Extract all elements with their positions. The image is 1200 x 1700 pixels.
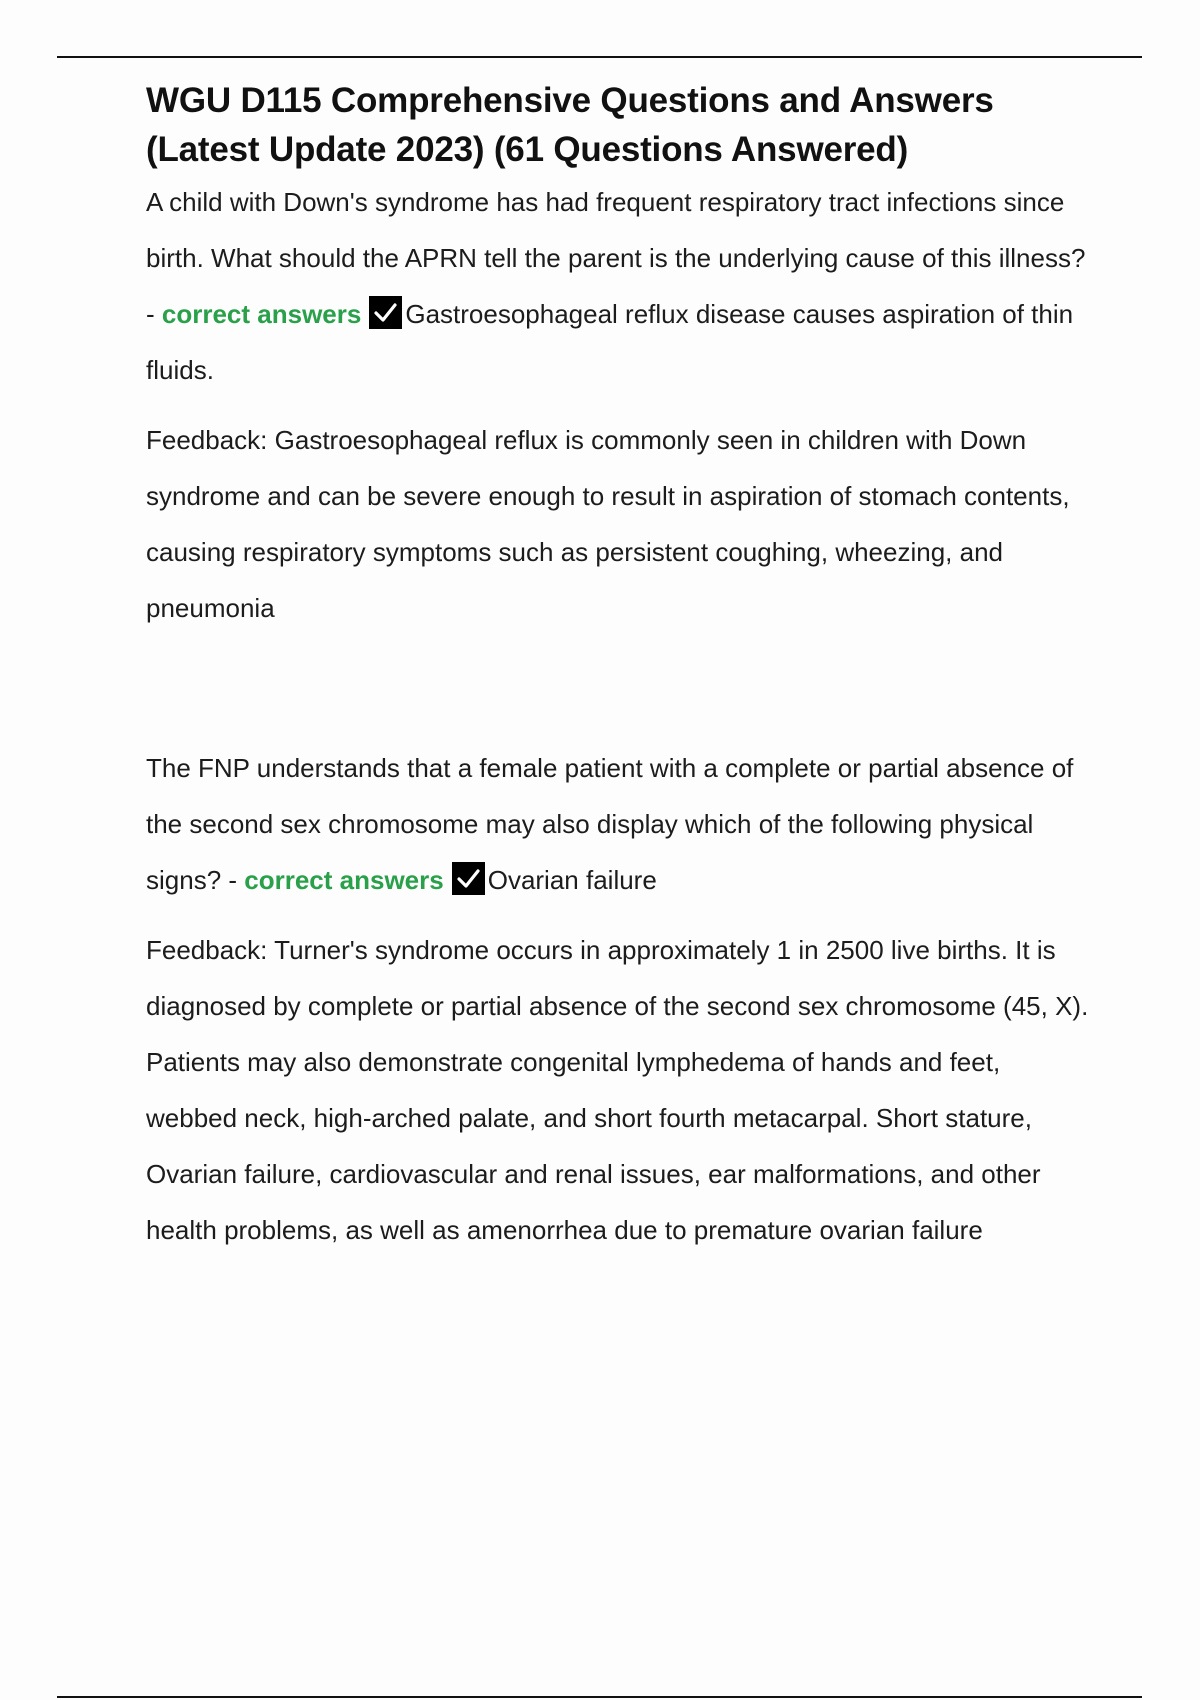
feedback-1: Feedback: Gastroesophageal reflux is commonly seen in children with Down syndrome and can be severe enough to result in aspiration of stomach contents, causing respiratory symptoms such as persistent coughing, wheezing, and pneumonia bbox=[146, 425, 1070, 623]
document-title: WGU D115 Comprehensive Questions and Answers (Latest Update 2023) (61 Questions Answered) bbox=[146, 81, 994, 169]
correct-answers-label: correct answers bbox=[161, 299, 362, 329]
question-2 bbox=[146, 740, 1096, 908]
check-mark-icon bbox=[452, 862, 485, 895]
top-rule bbox=[57, 56, 1142, 58]
feedback-2: Feedback: Turner's syndrome occurs in approximately 1 in 2500 live births. It is diagnosed by complete or partial absence of the second sex chromosome (45, X). Patients may also demonstrate congenital lymphedema of hands and feet, webbed neck, high-arched palate, and short fourth metacarpal. Short stature, Ovarian failure, cardiovascular and renal issues, ear malformations, and other health problems, as well as amenorrhea due to premature ovarian failure bbox=[146, 935, 1089, 1245]
answer-2-text: Ovarian failure bbox=[487, 865, 657, 895]
question-1-text: A child with Down's syndrome has had frequent respiratory tract infections since birth. What should the APRN tell the parent is the underlying cause of this illness? - bbox=[146, 187, 1086, 329]
answer-1-text: Gastroesophageal reflux disease causes aspiration of thin fluids. bbox=[146, 299, 1074, 385]
correct-answers-label: correct answers bbox=[244, 865, 444, 895]
document-body bbox=[146, 76, 1096, 1258]
question-2-text: The FNP understands that a female patient with a complete or partial absence of the second sex chromosome may also display which of the following physical signs? - bbox=[146, 753, 1074, 895]
question-1 bbox=[146, 174, 1096, 398]
check-mark-icon bbox=[369, 296, 402, 329]
bottom-rule bbox=[57, 1696, 1142, 1698]
